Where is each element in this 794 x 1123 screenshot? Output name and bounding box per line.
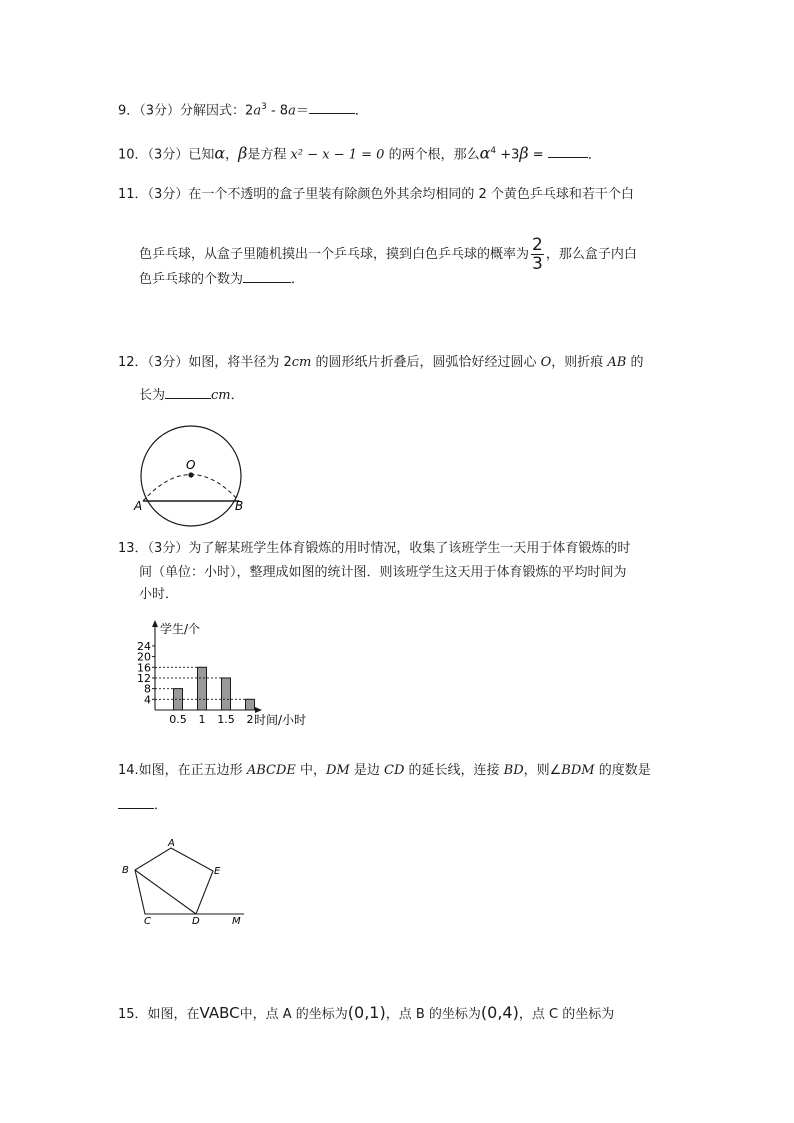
q10-expr-eq: = [528, 147, 548, 163]
q9-exp: 3 [261, 102, 267, 112]
pentagon-ABCDE [135, 848, 213, 914]
label-E: E [214, 866, 221, 877]
x-tick-label: 0.5 [169, 713, 187, 726]
label-A: A [168, 838, 175, 849]
q9-mid: - 8 [266, 103, 289, 119]
q14-line1-end: 的度数是 [594, 763, 651, 778]
q10-expr-rest: +3 [496, 147, 520, 163]
q10-end: ． [587, 147, 601, 163]
y-tick-label: 24 [137, 639, 151, 653]
q11-line2-pre: 色乒乓球，从盒子里随机摸出一个乒乓球，摸到白色乒乓球的概率为 [139, 247, 530, 262]
q10-prefix: 10．（3分）已知 [118, 147, 215, 163]
fraction-numerator: 2 [532, 235, 543, 255]
q14-line2-end: ． [154, 798, 168, 813]
circle-fold-figure [130, 428, 260, 528]
question-14-line1 [118, 762, 651, 780]
q12-line2-pre: 长为 [139, 388, 166, 403]
q12-line2-end: ． [230, 388, 244, 403]
q9-var2: a [288, 103, 296, 119]
y-axis-label: 学生/个 [160, 622, 201, 636]
q12-O: O [540, 355, 552, 370]
answer-blank [118, 796, 154, 809]
q12-line1-end: 的 [626, 355, 644, 370]
q9-prefix: 9．（3分）分解因式： [118, 103, 246, 119]
q11-line3: 色乒乓球的个数为 [139, 272, 244, 287]
fraction [531, 236, 544, 273]
y-tick-label: 12 [137, 671, 151, 685]
q10-middle1: 是方程 [247, 147, 291, 163]
bar [174, 689, 183, 710]
q9-var1: a [253, 103, 262, 119]
q9-coef: 2 [245, 103, 254, 119]
center-point [188, 472, 193, 477]
x-tick-label: 1.5 [217, 713, 235, 726]
segment-BD [135, 870, 196, 914]
q10-beta: β [238, 143, 248, 163]
q15-coordB: (0,4) [480, 1003, 519, 1022]
q12-unit1: cm [291, 355, 312, 370]
x-tick-label: 2 [246, 713, 254, 726]
q10-equation: x² − x − 1 = 0 [290, 147, 385, 163]
label-B: B [122, 865, 129, 876]
q15-t2: ，点 B 的坐标为 [385, 1007, 481, 1022]
q15-t1: 中，点 A 的坐标为 [239, 1007, 348, 1022]
q14-BD: BD [503, 763, 524, 778]
q9-eq: ＝ [295, 103, 309, 119]
label-O: O [186, 458, 196, 472]
question-13-line2: 间（单位：小时），整理成如图的统计图．则该班学生这天用于体育锻炼的平均时间为 [139, 565, 627, 580]
answer-blank [309, 101, 355, 114]
question-12-line2 [139, 386, 244, 405]
q12-line1-mid2: ，则折痕 [551, 355, 608, 370]
label-M: M [232, 916, 241, 927]
label-D: D [192, 916, 200, 927]
q15-coordA: (0,1) [347, 1003, 386, 1022]
q12-line1-mid: 的圆形纸片折叠后，圆弧恰好经过圆心 [311, 355, 541, 370]
q15-triangle: VABC [199, 1004, 240, 1022]
q14-line1-mid: 中， [295, 763, 326, 778]
q12-AB: AB [607, 355, 627, 370]
question-11-line1: 11．（3分）在一个不透明的盒子里装有除颜色外其余均相同的 2 个黄色乒乓球和若干个白 [118, 187, 634, 202]
answer-blank [548, 145, 588, 158]
pentagon-figure [118, 836, 258, 928]
q12-unit2: cm [211, 388, 231, 403]
q14-line1-mid4: ，则∠ [523, 763, 562, 778]
y-tick-label: 8 [144, 682, 151, 696]
q11-line3-end: ． [291, 272, 305, 287]
q10-alpha: α [214, 143, 226, 163]
q14-DM: DM [326, 763, 350, 778]
question-11-line2 [139, 236, 637, 273]
bar [222, 678, 231, 710]
question-13-line1: 13．（3分）为了解某班学生体育锻炼的用时情况，收集了该班学生一天用于体育锻炼的时 [118, 541, 631, 556]
question-12-line1 [118, 354, 644, 372]
q10-expr-beta: β [519, 143, 529, 163]
y-tick-label: 16 [137, 661, 151, 675]
q10-sep: ， [225, 147, 239, 163]
x-axis-label: 时间/小时 [254, 713, 307, 727]
folded-arc [143, 475, 239, 502]
q11-line2-post: ，那么盒子内白 [545, 247, 637, 262]
question-15 [118, 1004, 614, 1024]
q10-expr-alpha: α [479, 143, 491, 163]
q15-t3: ，点 C 的坐标为 [518, 1007, 615, 1022]
question-10 [118, 142, 601, 164]
q14-line1-mid2: 是边 [349, 763, 384, 778]
bar-chart [128, 618, 338, 728]
q14-line1-mid3: 的延长线，连接 [404, 763, 504, 778]
bar [198, 667, 207, 710]
q15-prefix: 15．如图，在 [118, 1007, 200, 1022]
question-13-line3: 小时． [139, 587, 179, 602]
q10-middle2: 的两个根，那么 [384, 147, 480, 163]
label-B: B [235, 499, 244, 513]
fraction-denominator: 3 [532, 254, 543, 274]
bar [246, 699, 255, 710]
q14-CD: CD [384, 763, 405, 778]
q14-ABCDE: ABCDE [246, 763, 296, 778]
y-tick-label: 20 [137, 650, 151, 664]
q12-line1-pre: 12．（3分）如图，将半径为 2 [118, 355, 292, 370]
answer-blank [243, 270, 291, 283]
y-axis-arrow [152, 620, 158, 627]
question-14-line2 [118, 796, 167, 815]
question-9 [118, 98, 368, 120]
label-C: C [144, 916, 151, 927]
answer-blank [165, 386, 211, 399]
q14-line1-pre: 14.如图，在正五边形 [118, 763, 247, 778]
q14-BDM: BDM [561, 763, 595, 778]
chart-axes [152, 620, 306, 727]
label-A: A [134, 499, 143, 513]
q10-expr-exp: 4 [490, 146, 497, 156]
question-11-line3 [139, 270, 304, 289]
x-tick-label: 1 [198, 713, 206, 726]
y-tick-label: 4 [144, 693, 151, 707]
q9-end: ． [354, 103, 368, 119]
